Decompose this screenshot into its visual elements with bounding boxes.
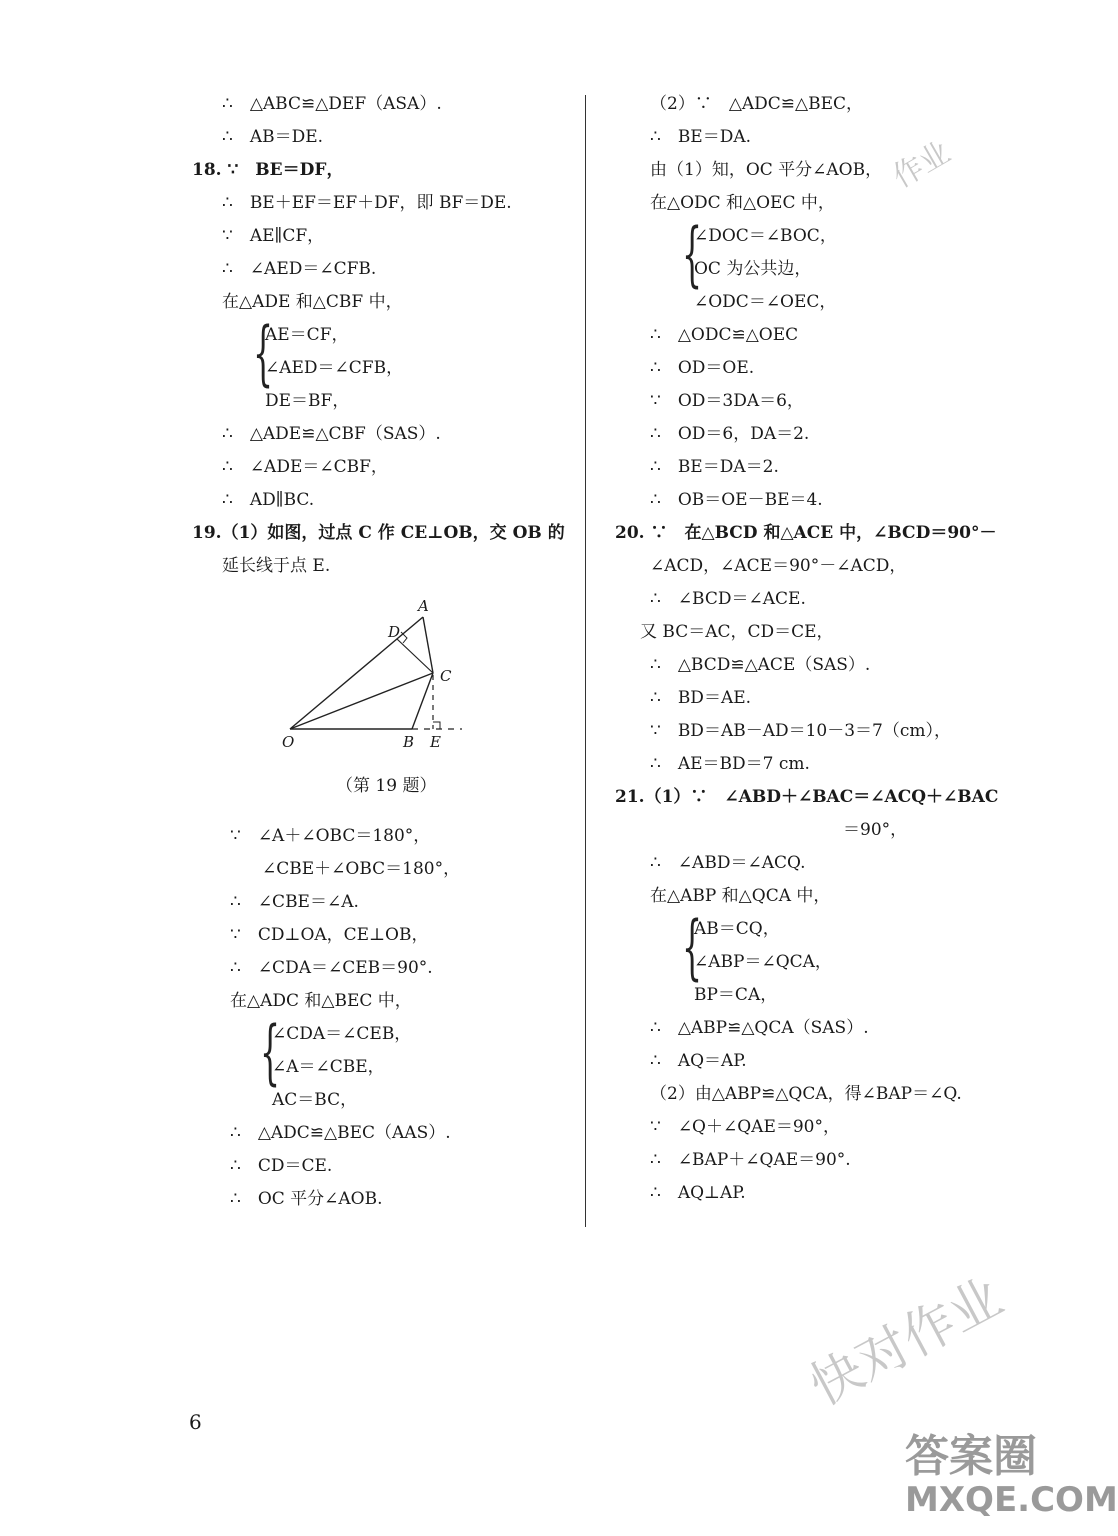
page-number: 6: [189, 1410, 202, 1434]
problem-21-start: 21.（1）∵ ∠ABD＋∠BAC＝∠ACQ＋∠BAC: [615, 787, 999, 807]
problem-19-start: 19.（1）如图，过点 C 作 CE⊥OB，交 OB 的: [192, 523, 565, 543]
text-line: ∴ ∠CBE＝∠A.: [230, 892, 359, 912]
text-line: ∴ ∠ADE＝∠CBF，: [222, 457, 388, 477]
text-line: ∴ △ODC≌△OEC: [650, 325, 799, 345]
label-D: D: [388, 623, 401, 641]
text-line: ∴ OB＝OE－BE＝4.: [650, 490, 823, 510]
text-line: 由（1）知，OC 平分∠AOB，: [650, 160, 883, 180]
text-line: 延长线于点 E.: [222, 556, 331, 576]
text-line: ∠CBE＋∠OBC＝180°，: [262, 859, 461, 879]
text-line: ∵ CD⊥OA，CE⊥OB，: [230, 925, 429, 945]
figure-caption: （第 19 题）: [336, 776, 437, 796]
text-line: ∠ACD，∠ACE＝90°－∠ACD，: [650, 556, 907, 576]
text-line: ∴ CD＝CE.: [230, 1156, 333, 1176]
text-line: ∠DOC＝∠BOC，: [694, 226, 837, 246]
right-angle-E: [433, 722, 440, 729]
column-divider: [585, 95, 586, 1227]
text-line: ∠ODC＝∠OEC，: [694, 292, 837, 312]
text-line: AB＝CQ，: [694, 919, 780, 939]
text-line: 在△ODC 和△OEC 中，: [650, 193, 835, 213]
left-brace: {: [682, 906, 703, 988]
text-line: ∴ AQ⊥AP.: [650, 1183, 746, 1203]
text-line: ∠A＝∠CBE，: [272, 1057, 385, 1077]
text-line: ∵ OD＝3DA＝6，: [650, 391, 804, 411]
label-O: O: [282, 733, 295, 751]
segment-OC: [290, 673, 433, 729]
text-line: AC＝BC，: [272, 1090, 358, 1110]
text-line: （2）由△ABP≌△QCA，得∠BAP＝∠Q.: [650, 1084, 962, 1104]
text-line: ∴ △ABP≌△QCA（SAS）.: [650, 1018, 869, 1038]
text-line: ∴ △ABC≌△DEF（ASA）.: [222, 94, 442, 114]
text-line: ∵ AE∥CF，: [222, 226, 325, 246]
text-line: ∴ ∠ABD＝∠ACQ.: [650, 853, 806, 873]
text-line: BP＝CA，: [694, 985, 778, 1005]
left-brace: {: [253, 312, 274, 394]
text-line: ∠CDA＝∠CEB，: [272, 1024, 412, 1044]
text-line: ∴ AQ＝AP.: [650, 1051, 747, 1071]
text-line: ∴ AD∥BC.: [222, 490, 315, 510]
text-line: ∴ △ADE≌△CBF（SAS）.: [222, 424, 441, 444]
text-line: ∴ BD＝AE.: [650, 688, 752, 708]
segment-CB: [412, 673, 433, 729]
left-brace: {: [260, 1011, 281, 1093]
text-line: OC 为公共边，: [694, 259, 812, 279]
text-line: ∴ ∠BCD＝∠ACE.: [650, 589, 806, 609]
text-line: ∴ △ADC≌△BEC（AAS）.: [230, 1123, 451, 1143]
text-line: ∴ AE＝BD＝7 cm.: [650, 754, 810, 774]
watermark: 作业: [887, 134, 957, 196]
text-line: ＝90°，: [843, 820, 908, 840]
text-line: ∵ ∠Q＋∠QAE＝90°，: [650, 1117, 840, 1137]
text-line: 在△ADE 和△CBF 中，: [222, 292, 403, 312]
text-line: 又 BC＝AC，CD＝CE，: [640, 622, 834, 642]
text-line: 在△ADC 和△BEC 中，: [230, 991, 412, 1011]
text-line: ∴ BE＝DA＝2.: [650, 457, 779, 477]
text-line: ∴ ∠AED＝∠CFB.: [222, 259, 377, 279]
text-line: ∴ ∠BAP＋∠QAE＝90°.: [650, 1150, 851, 1170]
text-line: （2）∵ △ADC≌△BEC，: [650, 94, 864, 114]
label-B: B: [403, 733, 415, 751]
text-line: ∴ △BCD≌△ACE（SAS）.: [650, 655, 871, 675]
text-line: ∴ OD＝OE.: [650, 358, 755, 378]
triangle-figure: [270, 595, 480, 755]
text-line: ∴ BE＋EF＝EF＋DF，即 BF＝DE.: [222, 193, 512, 213]
text-line: ∴ ∠CDA＝∠CEB＝90°.: [230, 958, 433, 978]
label-E: E: [430, 733, 441, 751]
text-line: AE＝CF，: [265, 325, 349, 345]
watermark-url: MXQE.COM: [905, 1480, 1118, 1520]
text-line: ∴ BE＝DA.: [650, 127, 752, 147]
text-line: ∠ABP＝∠QCA，: [694, 952, 832, 972]
left-brace: {: [682, 213, 703, 295]
label-A: A: [418, 597, 429, 615]
text-line: ∴ OD＝6，DA＝2.: [650, 424, 810, 444]
label-C: C: [440, 667, 452, 685]
watermark-logo: 答案圈: [905, 1431, 1037, 1482]
text-line: DE＝BF，: [265, 391, 350, 411]
text-line: ∵ ∠A＋∠OBC＝180°，: [230, 826, 431, 846]
problem-18-start: 18. ∵ BE＝DF，: [192, 160, 344, 180]
problem-20-start: 20. ∵ 在△BCD 和△ACE 中，∠BCD＝90°－: [615, 523, 997, 543]
text-line: 在△ABP 和△QCA 中，: [650, 886, 831, 906]
text-line: ∵ BD＝AB－AD＝10－3＝7（cm），: [650, 721, 952, 741]
text-line: ∠AED＝∠CFB，: [265, 358, 404, 378]
watermark: 快对作业: [800, 1267, 1013, 1418]
text-line: ∴ OC 平分∠AOB.: [230, 1189, 383, 1209]
text-line: ∴ AB＝DE.: [222, 127, 324, 147]
